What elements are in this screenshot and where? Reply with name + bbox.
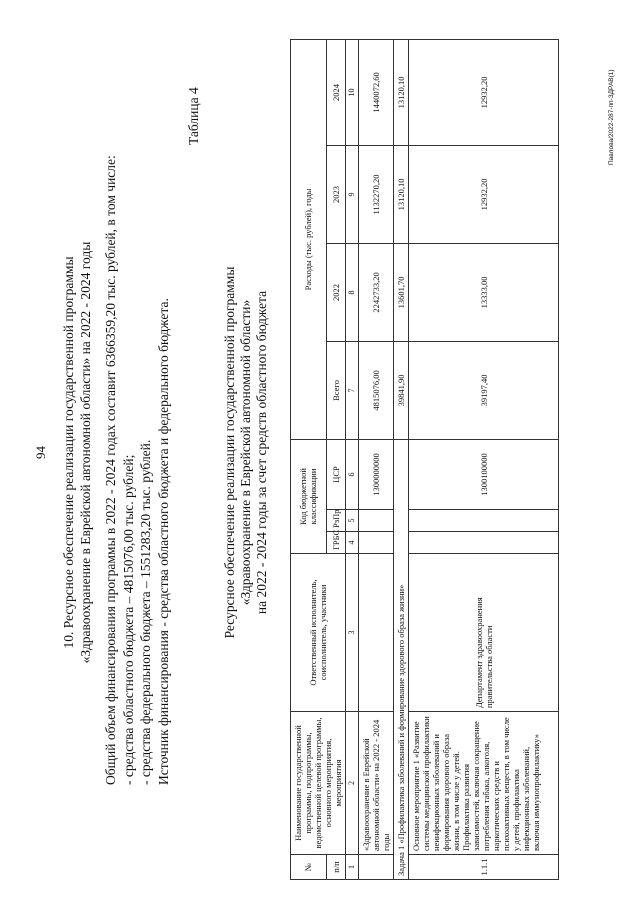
col-number: 5 bbox=[346, 510, 359, 532]
funding-line: Общий объем финансирования программы в 2022 - 2024 годах составит 6366359,20 тыс. рублей, в том числе: bbox=[103, 155, 118, 785]
program-2022: 2242733,20 bbox=[359, 243, 394, 341]
header-budget-code: Код бюджетной классификации bbox=[291, 439, 327, 553]
measure-num: 1.1.1 bbox=[409, 855, 559, 880]
measure-executor: Департамент здравоохранения правительства области bbox=[409, 554, 559, 712]
program-2023: 1132270,20 bbox=[359, 145, 394, 243]
program-name: «Здравоохранение в Еврейской автономной области» на 2022 - 2024 годы bbox=[359, 712, 394, 855]
header-num-sub: п/п bbox=[326, 855, 345, 880]
program-executor bbox=[359, 554, 394, 712]
measure-total: 39197,40 bbox=[409, 341, 559, 439]
col-number: 4 bbox=[346, 532, 359, 554]
col-number: 10 bbox=[346, 39, 359, 145]
col-number: 3 bbox=[346, 554, 359, 712]
header-expenses: Расходы (тыс. рублей), годы bbox=[291, 39, 327, 439]
header-csr: ЦСР bbox=[326, 439, 345, 509]
section-title bbox=[60, 0, 94, 905]
col-number: 9 bbox=[346, 145, 359, 243]
task-2023: 13120,10 bbox=[394, 145, 409, 243]
footer-code: Павлова/2022-287-пп-ЗДРАВ(1) bbox=[608, 69, 615, 165]
section-title-line: «Здравоохранение в Еврейской автономной области» на 2022 - 2024 годы bbox=[78, 241, 93, 664]
section-title-line: 10. Ресурсное обеспечение реализации государственной программы bbox=[61, 256, 76, 649]
header-num: № bbox=[291, 855, 327, 880]
table-title-line: Ресурсное обеспечение реализации государственной программы bbox=[222, 266, 237, 639]
funding-line: - средства областного бюджета – 4815076,00 тыс. рублей; bbox=[120, 454, 136, 785]
task-total: 39841,90 bbox=[394, 341, 409, 439]
program-num bbox=[359, 855, 394, 880]
header-2024: 2024 bbox=[326, 39, 345, 145]
table-title-line: «Здравоохранение в Еврейской автономной области» bbox=[238, 299, 253, 606]
funding-text bbox=[102, 25, 172, 785]
program-rzpr bbox=[359, 510, 394, 532]
task-label: Задача 1 «Профилактика заболеваний и формирование здорового образа жизни» bbox=[394, 439, 409, 879]
funding-line: - средства федерального бюджета – 1551283,20 тыс. рублей. bbox=[138, 439, 153, 785]
program-grbs bbox=[359, 532, 394, 554]
header-2023: 2023 bbox=[326, 145, 345, 243]
header-2022: 2022 bbox=[326, 243, 345, 341]
table-title bbox=[222, 0, 270, 905]
measure-2022: 13333,00 bbox=[409, 243, 559, 341]
header-name: Наименование государственной программы, подпрограммы, ведомственной целевой программы, основного мероприятия, мероприятия bbox=[291, 712, 346, 855]
measure-name: Основное мероприятие 1 «Развитие системы медицинской профилактики неинфекционных заболеваний и формирования здорового образа жизни, в том числе у детей. Профилактика развития зависимостей, включая сокращение потребления табака, алкоголя, наркотических средств и психоактивных веществ, в том числе у детей, профилактика инфекционных заболеваний, включая иммунопрофилактику» bbox=[409, 712, 559, 855]
header-grbs: ГРБС bbox=[326, 532, 345, 554]
col-number: 7 bbox=[346, 341, 359, 439]
table-row-task bbox=[394, 39, 409, 879]
funding-line: Источник финансирования - средства областного бюджета и федерального бюджета. bbox=[155, 298, 171, 785]
header-rzpr: РзПр bbox=[326, 510, 345, 532]
col-number: 2 bbox=[346, 712, 359, 855]
col-number: 6 bbox=[346, 439, 359, 509]
header-total: Всего bbox=[326, 341, 345, 439]
table-row-measure bbox=[409, 39, 559, 879]
task-2022: 13601,70 bbox=[394, 243, 409, 341]
header-executor: Ответственный исполнитель, соисполнитель, участники bbox=[291, 554, 346, 712]
table-title-line: на 2022 - 2024 годы за счет средств областного бюджета bbox=[254, 290, 269, 615]
col-number: 8 bbox=[346, 243, 359, 341]
measure-rzpr bbox=[409, 510, 559, 532]
table-row-program bbox=[359, 39, 394, 879]
table-label: Таблица 4 bbox=[186, 87, 201, 145]
measure-grbs bbox=[409, 532, 559, 554]
col-number: 1 bbox=[346, 855, 359, 880]
program-total: 4815076,00 bbox=[359, 341, 394, 439]
page-number: 94 bbox=[33, 446, 48, 459]
program-2024: 1440072,60 bbox=[359, 39, 394, 145]
measure-csr: 1300100000 bbox=[409, 439, 559, 509]
program-csr: 1300000000 bbox=[359, 439, 394, 509]
measure-2023: 12932,20 bbox=[409, 145, 559, 243]
task-2024: 13120,10 bbox=[394, 39, 409, 145]
resource-table bbox=[290, 39, 559, 880]
measure-2024: 12932,20 bbox=[409, 39, 559, 145]
